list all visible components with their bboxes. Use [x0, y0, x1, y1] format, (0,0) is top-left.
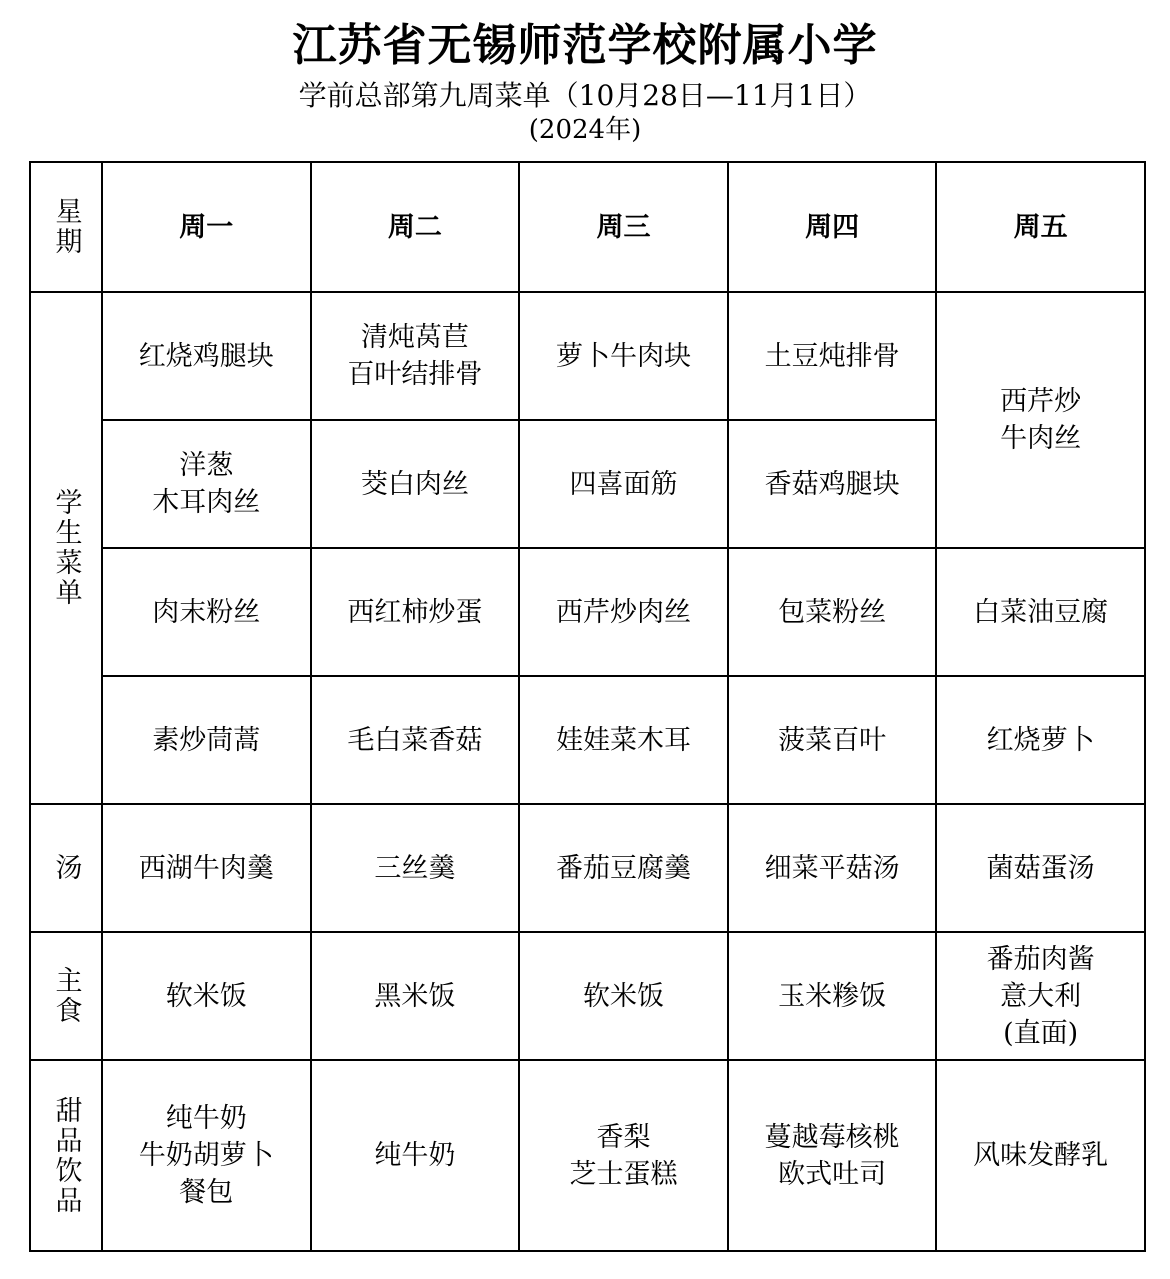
section-dessert: 甜品饮品 [30, 1060, 102, 1251]
menu-cell: 三丝羹 [311, 804, 520, 932]
menu-cell: 西芹炒肉丝 [519, 548, 728, 676]
header-row [30, 162, 1145, 292]
menu-cell: 香菇鸡腿块 [728, 420, 937, 548]
section-soup: 汤 [30, 804, 102, 932]
menu-cell: 菠菜百叶 [728, 676, 937, 804]
menu-cell: 纯牛奶 牛奶胡萝卜 餐包 [102, 1060, 311, 1251]
menu-cell: 清炖莴苣 百叶结排骨 [311, 292, 520, 420]
menu-cell: 萝卜牛肉块 [519, 292, 728, 420]
menu-cell: 番茄肉酱 意大利 (直面) [936, 932, 1145, 1060]
menu-cell: 毛白菜香菇 [311, 676, 520, 804]
student-dish-row-1 [30, 292, 1145, 420]
menu-cell: 娃娃菜木耳 [519, 676, 728, 804]
menu-cell: 细菜平菇汤 [728, 804, 937, 932]
dessert-row [30, 1060, 1145, 1251]
menu-cell: 素炒茼蒿 [102, 676, 311, 804]
day-friday: 周五 [936, 162, 1145, 292]
page-title: 江苏省无锡师范学校附属小学 [292, 20, 878, 71]
menu-cell: 香梨 芝士蛋糕 [519, 1060, 728, 1251]
menu-cell: 软米饭 [102, 932, 311, 1060]
menu-cell: 白菜油豆腐 [936, 548, 1145, 676]
menu-subtitle: 学前总部第九周菜单（10月28日—11月1日） [298, 79, 872, 112]
menu-cell: 黑米饭 [311, 932, 520, 1060]
menu-cell: 玉米糁饭 [728, 932, 937, 1060]
day-tuesday: 周二 [311, 162, 520, 292]
weekday-corner-cell: 星期 [30, 162, 102, 292]
menu-cell: 洋葱 木耳肉丝 [102, 420, 311, 548]
menu-cell: 红烧鸡腿块 [102, 292, 311, 420]
menu-cell: 红烧萝卜 [936, 676, 1145, 804]
soup-row [30, 804, 1145, 932]
menu-cell: 西红柿炒蛋 [311, 548, 520, 676]
menu-cell: 西湖牛肉羹 [102, 804, 311, 932]
menu-cell: 纯牛奶 [311, 1060, 520, 1251]
section-student-menu: 学生菜单 [30, 292, 102, 804]
menu-cell: 土豆炖排骨 [728, 292, 937, 420]
menu-cell: 软米饭 [519, 932, 728, 1060]
section-staple: 主食 [30, 932, 102, 1060]
student-dish-row-4 [30, 676, 1145, 804]
menu-cell: 番茄豆腐羹 [519, 804, 728, 932]
student-dish-row-3 [30, 548, 1145, 676]
menu-cell: 蔓越莓核桃 欧式吐司 [728, 1060, 937, 1251]
menu-cell: 四喜面筋 [519, 420, 728, 548]
menu-cell: 包菜粉丝 [728, 548, 937, 676]
menu-year: (2024年) [528, 115, 642, 145]
menu-cell: 风味发酵乳 [936, 1060, 1145, 1251]
day-monday: 周一 [102, 162, 311, 292]
menu-cell: 西芹炒 牛肉丝 [936, 292, 1145, 548]
menu-cell: 菌菇蛋汤 [936, 804, 1145, 932]
menu-cell: 茭白肉丝 [311, 420, 520, 548]
weekly-menu-table [29, 161, 1146, 1252]
menu-cell: 肉末粉丝 [102, 548, 311, 676]
staple-row [30, 932, 1145, 1060]
day-thursday: 周四 [728, 162, 937, 292]
day-wednesday: 周三 [519, 162, 728, 292]
